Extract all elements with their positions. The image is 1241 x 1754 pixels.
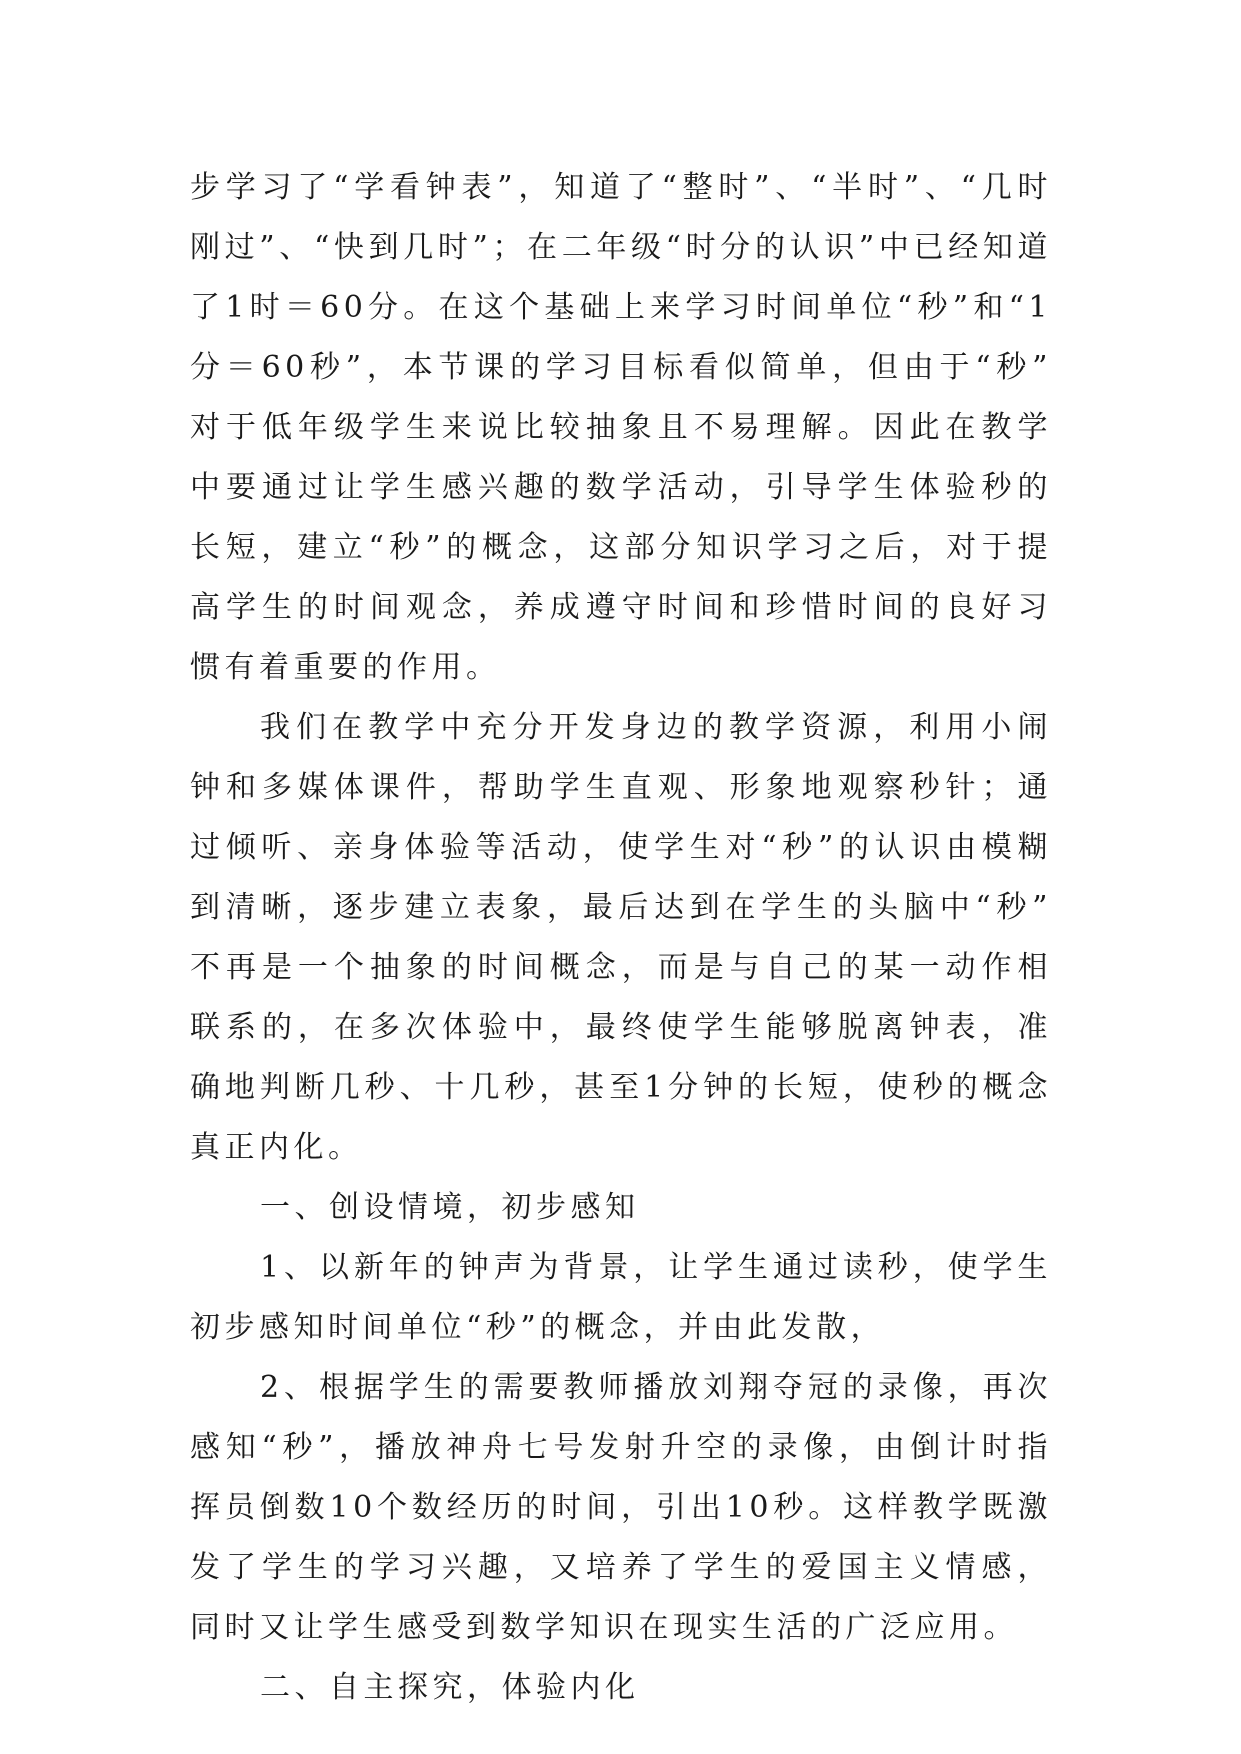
paragraph-4: 2、根据学生的需要教师播放刘翔夺冠的录像，再次感知“秒”，播放神舟七号发射升空的录像，由倒计时指挥员倒数10个数经历的时间，引出10秒。这样教学既激发了学生的学习兴趣，又培养了学生的爱国主义情感，同时又让学生感受到数学知识在现实生活的广泛应用。: [190, 1370, 1052, 1645]
paragraph-1: 步学习了“学看钟表”，知道了“整时”、“半时”、“几时刚过”、“快到几时”；在二年级“时分的认识”中已经知道了1时＝60分。在这个基础上来学习时间单位“秒”和“1分＝60秒”，本节课的学习目标看似简单，但由于“秒”对于低年级学生来说比较抽象且不易理解。因此在教学中要通过让学生感兴趣的数学活动，引导学生体验秒的长短，建立“秒”的概念，这部分知识学习之后，对于提高学生的时间观念，养成遵守时间和珍惜时间的良好习惯有着重要的作用。: [190, 170, 1052, 685]
section-heading-2: 二、自主探究，体验内化: [260, 1670, 640, 1705]
document-body: [190, 158, 1052, 1718]
paragraph-3: 1、以新年的钟声为背景，让学生通过读秒，使学生初步感知时间单位“秒”的概念，并由此发散，: [190, 1250, 1052, 1345]
paragraph-2: 我们在教学中充分开发身边的教学资源，利用小闹钟和多媒体课件，帮助学生直观、形象地观察秒针；通过倾听、亲身体验等活动，使学生对“秒”的认识由模糊到清晰，逐步建立表象，最后达到在学生的头脑中“秒”不再是一个抽象的时间概念，而是与自己的某一动作相联系的，在多次体验中，最终使学生能够脱离钟表，准确地判断几秒、十几秒，甚至1分钟的长短，使秒的概念真正内化。: [190, 710, 1052, 1165]
section-heading-1: 一、创设情境，初步感知: [260, 1190, 640, 1225]
